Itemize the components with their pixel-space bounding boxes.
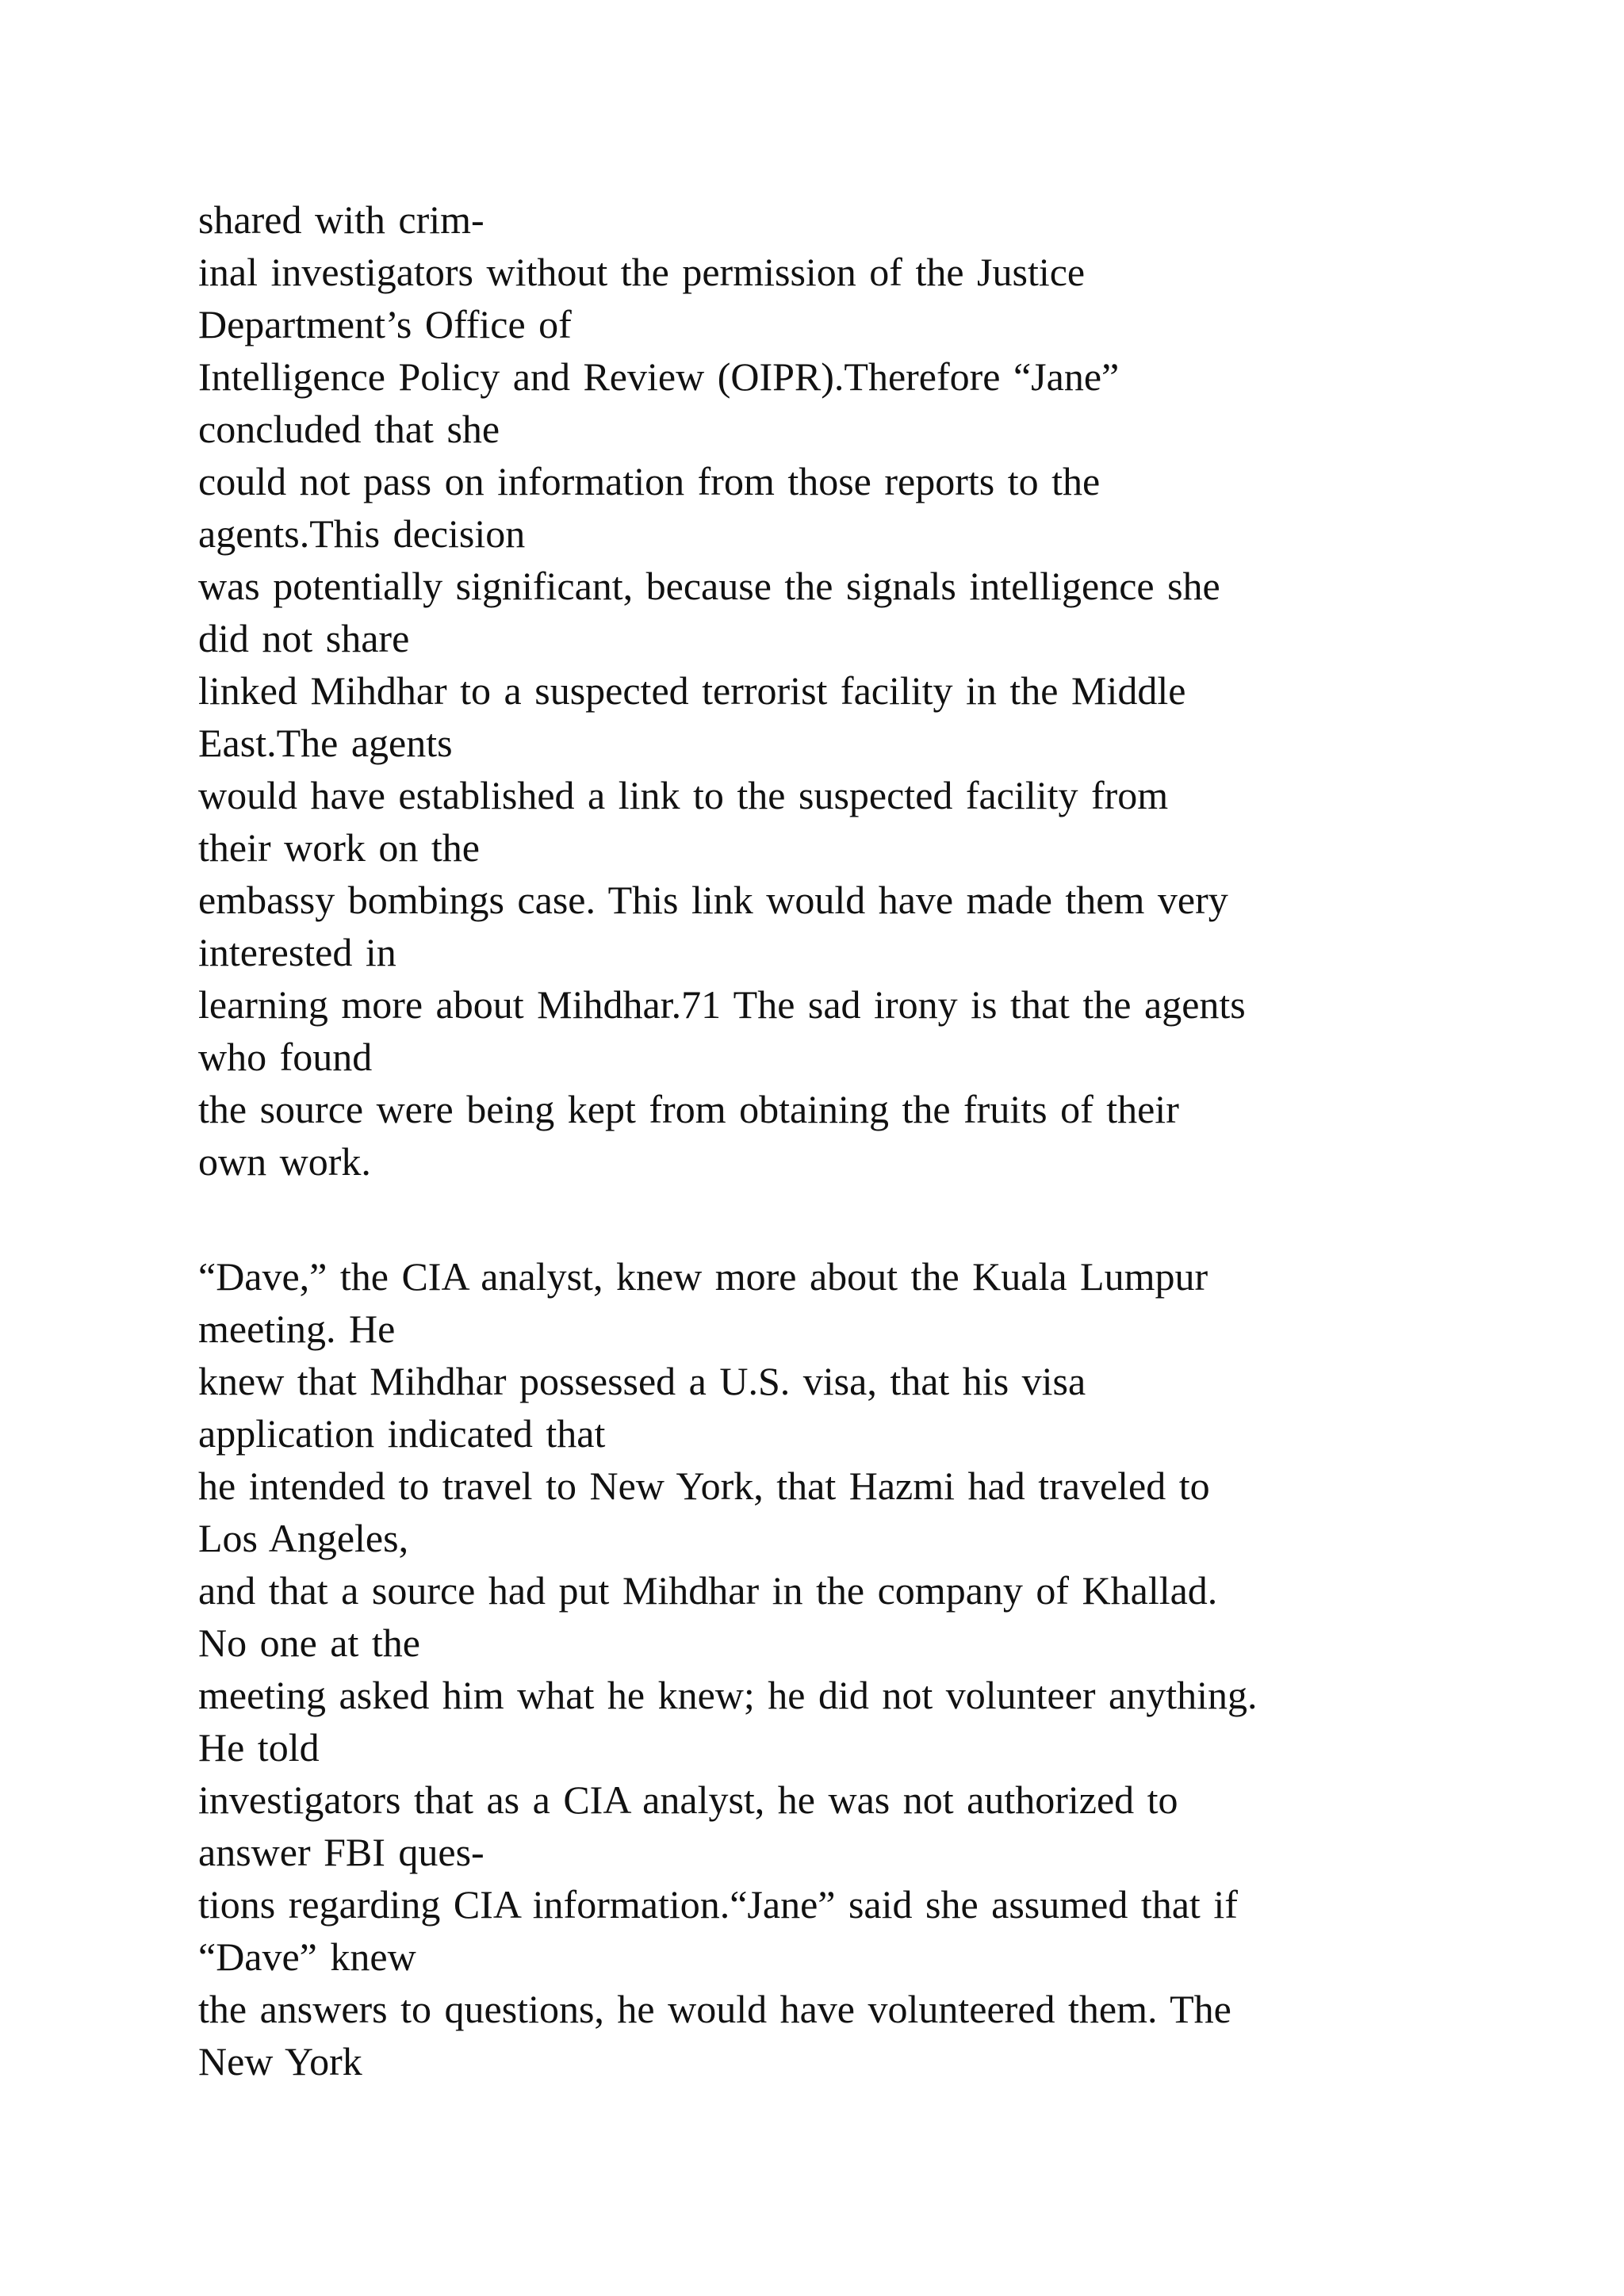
text-line: “Dave” knew [198,1934,416,1979]
text-line: Department’s Office of [198,302,572,346]
text-line: No one at the [198,1621,420,1665]
text-line: Intelligence Policy and Review (OIPR).Therefore “Jane” [198,354,1120,399]
text-line: “Dave,” the CIA analyst, knew more about the Kuala Lumpur [198,1254,1208,1299]
text-line: meeting asked him what he knew; he did not volunteer anything. [198,1673,1258,1717]
text-line: East.The agents [198,721,453,765]
text-line: interested in [198,930,396,974]
text-line: own work. [198,1139,371,1184]
text-line: he intended to travel to New York, that Hazmi had traveled to [198,1464,1210,1508]
text-line: could not pass on information from those reports to the [198,459,1101,503]
text-line: concluded that she [198,407,500,451]
text-line: did not share [198,616,410,660]
text-line: knew that Mihdhar possessed a U.S. visa, that his visa [198,1359,1086,1403]
text-line: was potentially significant, because the signals intelligence she [198,564,1220,608]
text-line: who found [198,1035,373,1079]
text-line: inal investigators without the permission of the Justice [198,250,1086,294]
text-line: investigators that as a CIA analyst, he was not authorized to [198,1777,1178,1822]
text-line: meeting. He [198,1307,396,1351]
text-line: application indicated that [198,1411,606,1456]
text-line: tions regarding CIA information.“Jane” said she assumed that if [198,1882,1238,1927]
text-line: shared with crim- [198,197,485,242]
text-line: Los Angeles, [198,1516,409,1560]
text-line: the answers to questions, he would have volunteered them. The [198,1987,1231,2031]
text-line: embassy bombings case. This link would have made them very [198,878,1228,922]
text-line: answer FBI ques- [198,1830,485,1874]
text-line: the source were being kept from obtaining the fruits of their [198,1087,1179,1131]
text-line: would have established a link to the suspected facility from [198,773,1169,817]
text-line: and that a source had put Mihdhar in the company of Khallad. [198,1568,1218,1613]
text-line: agents.This decision [198,511,526,556]
text-line: He told [198,1725,320,1770]
text-line: their work on the [198,825,480,870]
text-line: New York [198,2039,362,2084]
text-line: linked Mihdhar to a suspected terrorist facility in the Middle [198,668,1186,713]
text-line: learning more about Mihdhar.71 The sad irony is that the agents [198,982,1246,1027]
